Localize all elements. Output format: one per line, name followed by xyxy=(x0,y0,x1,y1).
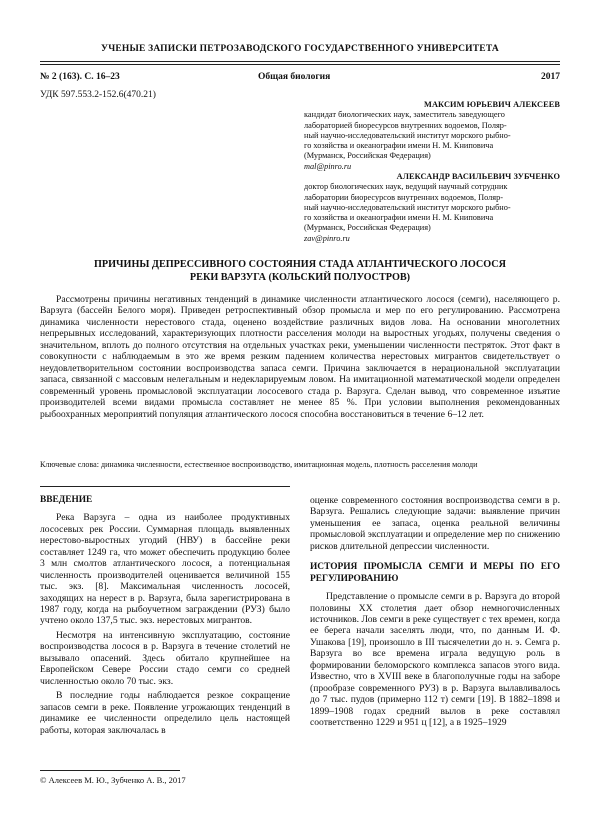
author-affiliation-line: (Мурманск, Российская Федерация) xyxy=(304,223,431,233)
udk-code: УДК 597.553.2-152.6(470.21) xyxy=(40,90,156,100)
left-column xyxy=(40,495,290,736)
author-name: МАКСИМ ЮРЬЕВИЧ АЛЕКСЕЕВ xyxy=(424,100,560,109)
paragraph: Представление о промысле семги в р. Варзуга до второй половины XX столетия дает обзор немногочисленных источников. Лов семги в реке существует с тех времен, когда ее берега начали заселять люди, что, по данным И. Ф. Ушакова [19], произошло в III тысячелетии до н. э. Семга р. Варзуга во все времена играла ведущую роль в формировании беломорского комплекса запасов этого вида. Известно, что в XVIII веке в благополучные годы на заборе (прообразе современного РУЗ) в р. Варзуга вылавливалось до 7 тыс. пудов (примерно 112 т) семги [19]. В 1882–1898 и 1899–1908 годах средний вылов в реке составлял соответственно 1229 и 951 ц [12], а в 1925–1929 xyxy=(310,591,560,729)
author-email: zav@pinro.ru xyxy=(304,233,350,243)
column-rule-left xyxy=(40,486,290,487)
paragraph-continuation: оценке современного состояния воспроизводства семги в р. Варзуга. Решались следующие задачи: выявление причин уменьшения ее запаса, оценка реальной величины промысловой эксплуатации и определение мер по снижению рисков длительной депрессии численности. xyxy=(310,495,560,552)
author-affiliation-line: лаборатории биоресурсов внутренних водоемов, Поляр- xyxy=(304,192,504,202)
article-title xyxy=(40,259,560,284)
copyright-notice: © Алексеев М. Ю., Зубченко А. В., 2017 xyxy=(40,775,186,785)
author-affiliation-line: го хозяйства и океанографии имени Н. М. Книповича xyxy=(304,213,494,223)
abstract: Рассмотрены причины негативных тенденций в динамике численности атлантического лосося (семги), населяющего р. Варзуга (бассейн Белого моря). Приведен ретроспективный обзор промысла и мер по его регулированию. Рассмотрена динамика численности нерестового стада, оценено воздействие различных видов лова. На основании многолетних непрерывных исследований, характеризующих плотности расселения молоди на выростных угодьях, получены сведения о значительном, вплоть до полного отсутствия на отдельных участках реки, уменьшении численности пестряток. Этот факт в совокупности с наблюдаемым в это же время резким падением количества нерестовых мигрантов свидетельствует о неудовлетворительном состоянии воспроизводства запаса семги. Причина заключается в нерациональной эксплуатации запаса, связанной с массовым нелегальным и недекларируемым ловом. На имитационной математической модели определен современный уровень промысловой эксплуатации лососевого стада р. Варзуга. Сделан вывод, что современное изъятие производителей всеми видами промысла составляет не менее 85 %. При условии выполнения рекомендованных рыбоохранных мероприятий популяция атлантического лосося способна восстановиться в течение 6–12 лет. xyxy=(40,294,560,420)
author-affiliation-line: ный научно-исследовательский институт морского рыбно- xyxy=(304,202,511,212)
author-name: АЛЕКСАНДР ВАСИЛЬЕВИЧ ЗУБЧЕНКО xyxy=(396,172,560,181)
section-heading-history: ИСТОРИЯ ПРОМЫСЛА СЕМГИ И МЕРЫ ПО ЕГО РЕГУЛИРОВАНИЮ xyxy=(310,562,560,584)
article-title-line: ПРИЧИНЫ ДЕПРЕССИВНОГО СОСТОЯНИЯ СТАДА АТЛАНТИЧЕСКОГО ЛОСОСЯ xyxy=(93,259,507,270)
author-affiliation-line: (Мурманск, Российская Федерация) xyxy=(304,151,431,161)
header-rule-bottom xyxy=(40,64,560,65)
issue-line xyxy=(40,72,560,84)
header-rule-top xyxy=(40,61,560,62)
right-column xyxy=(310,495,560,729)
section-name: Общая биология xyxy=(258,72,331,82)
issue-number: № 2 (163). С. 16–23 xyxy=(40,72,120,82)
article-title-line: РЕКИ ВАРЗУГА (КОЛЬСКИЙ ПОЛУОСТРОВ) xyxy=(189,271,411,283)
issue-year: 2017 xyxy=(541,72,560,82)
paragraph: В последние годы наблюдается резкое сокращение запасов семги в реке. Появление угрожающих тенденций в динамике ее численности определило цель настоящей работы, которая заключалась в xyxy=(40,690,290,736)
author-affiliation-line: доктор биологических наук, ведущий научный сотрудник xyxy=(304,182,508,192)
keywords: Ключевые слова: динамика численности, естественное воспроизводство, имитационная модель, плотность расселения молоди xyxy=(40,460,478,469)
section-heading-intro: ВВЕДЕНИЕ xyxy=(40,495,93,505)
author-block-1 xyxy=(304,100,560,172)
author-affiliation-line: ный научно-исследовательский институт морского рыбно- xyxy=(304,130,511,140)
journal-title: УЧЕНЫЕ ЗАПИСКИ ПЕТРОЗАВОДСКОГО ГОСУДАРСТВЕННОГО УНИВЕРСИТЕТА xyxy=(101,44,499,54)
footnote-rule xyxy=(40,770,180,771)
paragraph: Несмотря на интенсивную эксплуатацию, состояние воспроизводства лосося в р. Варзуга в течение столетий не вызывало опасений. Здесь обитало крупнейшее на Европейском Севере России стадо семги со средней численностью около 70 тыс. экз. xyxy=(40,629,290,687)
author-block-2 xyxy=(304,172,560,244)
author-affiliation-line: лабораторией биоресурсов внутренних водоемов, Поляр- xyxy=(304,120,507,130)
author-email: mal@pinro.ru xyxy=(304,161,352,171)
author-affiliation-line: го хозяйства и океанографии имени Н. М. Книповича xyxy=(304,141,494,151)
author-affiliation-line: кандидат биологических наук, заместитель заведующего xyxy=(304,110,505,120)
paragraph: Река Варзуга – одна из наиболее продуктивных лососевых рек России. Суммарная площадь выявленных нерестово-выростных угодий (НВУ) в бассейне реки составляет 1249 га, что может обеспечить продукцию более 3 млн смолтов атлантического лосося, а потенциальная численность производителей оценивается величиной 155 тыс. экз. [8]. Максимальная численность лососей, заходящих на нерест в р. Варзуга, была зарегистрирована в 1987 году, когда на рыбоучетном заграждении (РУЗ) было учтено около 137,5 тыс. экз. нерестовых мигрантов. xyxy=(40,512,290,627)
